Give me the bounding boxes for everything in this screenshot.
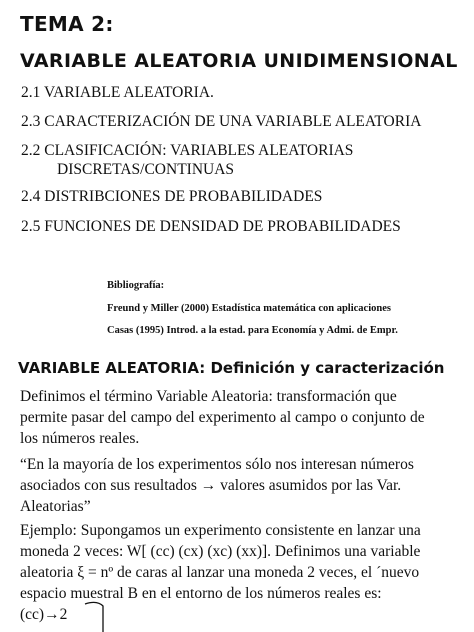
toc-item: 2.3 CARACTERIZACIÓN DE UNA VARIABLE ALEATORIA	[21, 113, 422, 130]
bibliography-reference: Freund y Miller (2000) Estadística matemática con aplicaciones	[107, 303, 391, 314]
definition-paragraph	[20, 386, 425, 449]
toc-item-continuation: DISCRETAS/CONTINUAS	[57, 161, 235, 178]
paragraph-line: moneda 2 veces: W[ (cc) (cx) (xc) (xx)]. Definimos una variable	[20, 543, 421, 560]
paragraph-line: asociados con sus resultados → valores asumidos por las Var.	[20, 477, 402, 494]
mapping-formula: (cc)→2	[20, 606, 68, 623]
section-heading: VARIABLE ALEATORIA: Definición y caracterización	[18, 359, 445, 377]
toc-item: 2.4 DISTRIBCIONES DE PROBABILIDADES	[21, 188, 323, 205]
bibliography-reference: Casas (1995) Introd. a la estad. para Economía y Admi. de Empr.	[107, 325, 398, 336]
toc-item: 2.5 FUNCIONES DE DENSIDAD DE PROBABILIDADES	[21, 218, 401, 235]
paragraph-line: los números reales.	[20, 430, 140, 447]
toc-item: 2.1 VARIABLE ALEATORIA.	[21, 84, 214, 101]
example-paragraph	[20, 520, 421, 604]
paragraph-line: espacio muestral B en el entorno de los números reales es:	[20, 585, 382, 602]
paragraph-line: permite pasar del campo del experimento al campo o conjunto de	[20, 409, 425, 426]
bibliography-label: Bibliografía:	[107, 280, 165, 291]
toc-item: 2.2 CLASIFICACIÓN: VARIABLES ALEATORIAS	[21, 142, 354, 159]
paragraph-line: “En la mayoría de los experimentos sólo nos interesan números	[20, 456, 414, 473]
brace-icon	[83, 600, 109, 632]
topic-number: TEMA 2:	[20, 12, 114, 36]
paragraph-line: Definimos el término Variable Aleatoria: transformación que	[20, 388, 397, 405]
paragraph-line: Ejemplo: Supongamos un experimento consistente en lanzar una	[20, 522, 421, 539]
paragraph-line: aleatoria ξ = nº de caras al lanzar una moneda 2 veces, el ´nuevo	[20, 564, 420, 581]
quote-paragraph	[20, 454, 414, 517]
paragraph-line: Aleatorias”	[20, 498, 91, 515]
bibliography	[107, 279, 398, 338]
page-title: VARIABLE ALEATORIA UNIDIMENSIONAL	[20, 50, 458, 72]
